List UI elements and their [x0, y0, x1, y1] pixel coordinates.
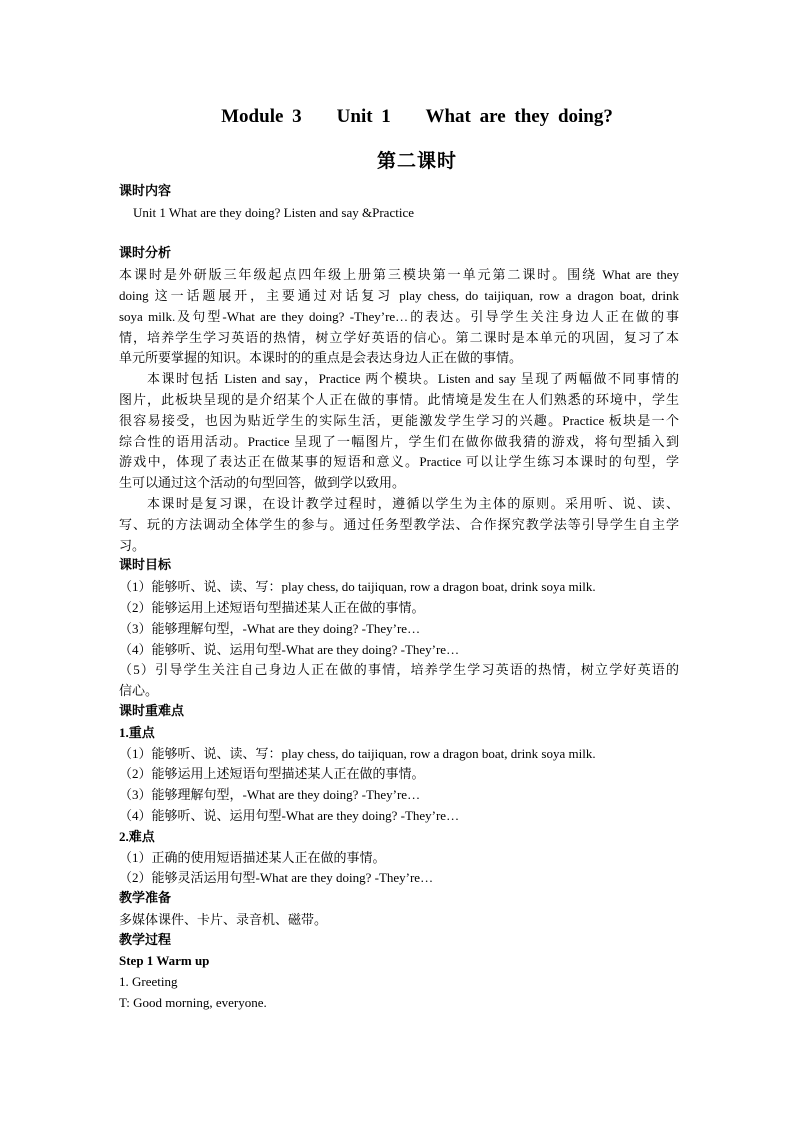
dialog-line: T: Good morning, everyone.	[119, 995, 267, 1011]
focus-item: （2）能够运用上述短语句型描述某人正在做的事情。	[119, 766, 425, 782]
analysis-line: 本课时是外研版三年级起点四年级上册第三模块第一单元第二课时。围绕 What are they	[119, 267, 679, 283]
analysis-line: 习。	[119, 537, 146, 553]
key-points-heading: 课时重难点	[119, 703, 185, 719]
difficulty-heading: 2.难点	[119, 828, 155, 844]
preparation-text: 多媒体课件、卡片、录音机、磁带。	[119, 911, 328, 927]
difficulty-item: （1）正确的使用短语描述某人正在做的事情。	[119, 849, 386, 865]
process-item: 1. Greeting	[119, 974, 178, 990]
analysis-line: 图片，此板块呈现的是介绍某个人正在做的事情。此情境是发生在人们熟悉的环境中，学生	[119, 391, 679, 407]
document-body	[119, 182, 679, 1014]
lesson-analysis-heading: 课时分析	[119, 246, 172, 262]
difficulty-item: （2）能够灵活运用句型-What are they doing? -They’re…	[119, 870, 434, 886]
goal-item: （3）能够理解句型，-What are they doing? -They’re…	[119, 620, 421, 636]
analysis-line: 写、玩的方法调动全体学生的参与。通过任务型教学法、合作探究教学法等引导学生自主学	[119, 516, 679, 532]
preparation-heading: 教学准备	[119, 891, 172, 907]
analysis-line: soya milk.及句型-What are they doing? -They’re…的表达。引导学生关注身边人正在做的事	[119, 308, 679, 324]
goal-item: （2）能够运用上述短语句型描述某人正在做的事情。	[119, 599, 425, 615]
analysis-line: 本课时包括 Listen and say，Practice 两个模块。Listen and say 呈现了两幅做不同事情的	[147, 371, 679, 387]
focus-heading: 1.重点	[119, 724, 155, 740]
analysis-line: 情，培养学生学习英语的热情，树立学好英语的信心。第二课时是本单元的巩固，复习了本	[119, 329, 679, 345]
goal-item: （1）能够听、说、读、写：play chess, do taijiquan, row a dragon boat, drink soya milk.	[119, 579, 596, 595]
document-title: Module 3 Unit 1 What are they doing?	[221, 106, 613, 127]
analysis-line: doing 这一话题展开，主要通过对话复习 play chess, do taijiquan, row a dragon boat, drink	[119, 287, 679, 303]
analysis-line: 单元所要掌握的知识。本课时的的重点是会表达身边人正在做的事情。	[119, 350, 523, 366]
spacer	[119, 224, 679, 245]
process-heading: 教学过程	[119, 932, 172, 948]
analysis-line: 生可以通过这个活动的句型回答，做到学以致用。	[119, 475, 406, 491]
lesson-goals-heading: 课时目标	[119, 558, 172, 574]
analysis-line: 本课时是复习课，在设计教学过程时，遵循以学生为主体的原则。采用听、说、读、	[147, 495, 679, 511]
analysis-line: 游戏中，体现了表达正在做某事的短语和意义。Practice 可以让学生练习本课时的句型，学	[119, 454, 679, 470]
focus-item: （3）能够理解句型，-What are they doing? -They’re…	[119, 787, 421, 803]
lesson-content-heading: 课时内容	[119, 184, 172, 199]
document-subtitle: 第二课时	[376, 150, 457, 172]
focus-item: （4）能够听、说、运用句型-What are they doing? -They’re…	[119, 807, 460, 823]
goal-item: （4）能够听、说、运用句型-What are they doing? -They’re…	[119, 641, 460, 657]
focus-item: （1）能够听、说、读、写：play chess, do taijiquan, row a dragon boat, drink soya milk.	[119, 745, 596, 761]
goal-item: （5）引导学生关注自己身边人正在做的事情，培养学生学习英语的热情，树立学好英语的	[119, 662, 679, 678]
step-heading: Step 1 Warm up	[119, 953, 210, 969]
analysis-line: 很容易接受，也因为贴近学生的实际生活，更能激发学生学习的兴趣。Practice 板块是一个	[119, 412, 679, 428]
analysis-line: 综合性的语用活动。Practice 呈现了一幅图片，学生们在做你做我猜的游戏，将句型插入到	[119, 433, 679, 449]
lesson-content-text: Unit 1 What are they doing? Listen and say &Practice	[133, 204, 414, 220]
goal-item: 信心。	[119, 683, 159, 699]
